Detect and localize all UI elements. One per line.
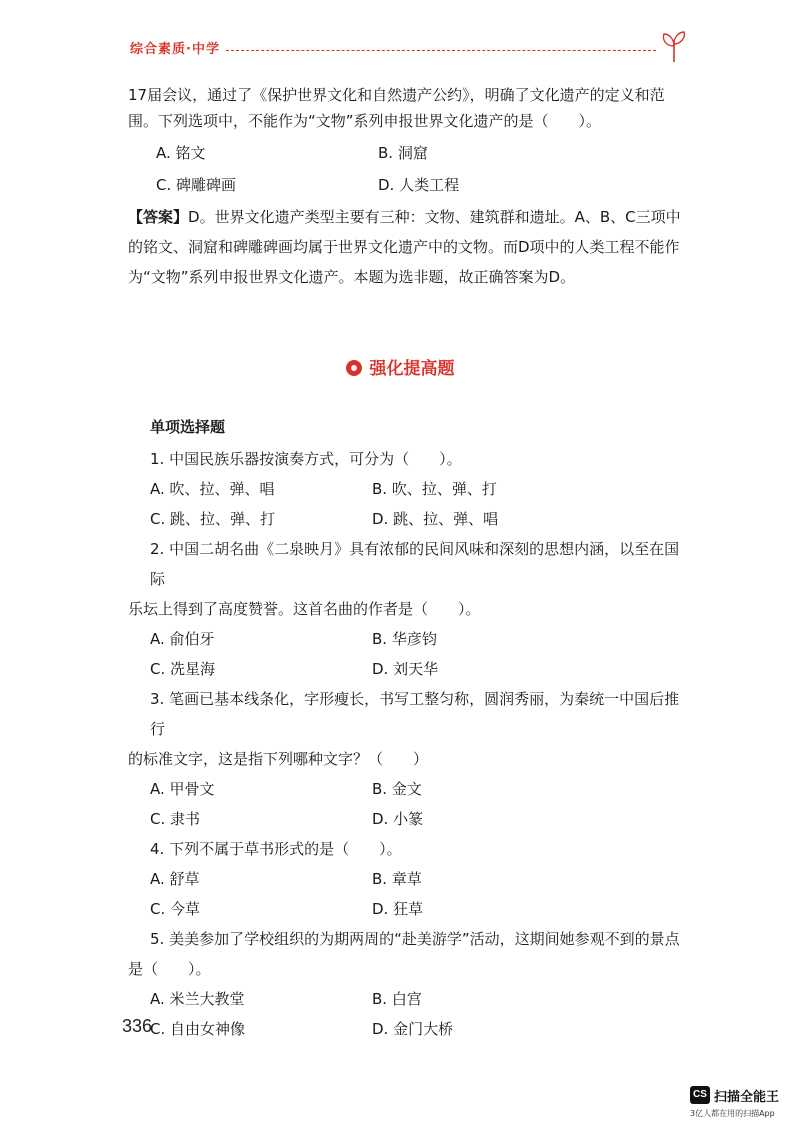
- header-divider: [226, 50, 656, 51]
- page-header: [130, 26, 690, 66]
- option-c: C. 隶书: [150, 810, 201, 828]
- option-b: B. 金文: [372, 780, 422, 798]
- option-d: D. 刘天华: [372, 660, 439, 678]
- prev-option-d: D. 人类工程: [378, 176, 460, 194]
- question-4: [150, 834, 690, 924]
- subsection-title: 单项选择题: [150, 418, 226, 436]
- option-d: D. 狂草: [372, 900, 424, 918]
- option-b: B. 白宫: [372, 990, 422, 1008]
- option-b: B. 章草: [372, 870, 422, 888]
- question-stem: 2. 中国二胡名曲《二泉映月》具有浓郁的民间风味和深刻的思想内涵，以至在国际: [150, 540, 680, 588]
- options-row: [150, 1014, 690, 1044]
- question-stem-cont: 是（ ）。: [128, 960, 211, 978]
- answer-text: D。世界文化遗产类型主要有三种：文物、建筑群和遗址。A、B、C三项中的铭文、洞窟和碑雕碑画均属于世界文化遗产中的文物。而D项中的人类工程不能作为“文物”系列申报世界文化遗产。本题为选非题，故正确答案为D。: [128, 208, 681, 286]
- options-row: [150, 864, 690, 894]
- prev-option-b: B. 洞窟: [378, 144, 428, 162]
- option-a: A. 甲骨文: [150, 780, 215, 798]
- options-row: [150, 474, 690, 504]
- question-stem: 1. 中国民族乐器按演奏方式，可分为（ ）。: [150, 450, 462, 468]
- option-c: C. 自由女神像: [150, 1020, 246, 1038]
- options-row: [150, 984, 690, 1014]
- option-d: D. 小篆: [372, 810, 424, 828]
- prev-option-c: C. 碑雕碑画: [156, 176, 237, 194]
- header-title: 综合素质·中学: [130, 42, 220, 57]
- options-row: [150, 654, 690, 684]
- option-a: A. 吹、拉、弹、唱: [150, 480, 275, 498]
- watermark-name: 扫描全能王: [714, 1090, 780, 1105]
- option-c: C. 今草: [150, 900, 201, 918]
- option-d: D. 跳、拉、弹、唱: [372, 510, 499, 528]
- option-a: A. 米兰大教堂: [150, 990, 245, 1008]
- question-stem: 4. 下列不属于草书形式的是（ ）。: [150, 840, 402, 858]
- option-c: C. 冼星海: [150, 660, 216, 678]
- option-d: D. 金门大桥: [372, 1020, 454, 1038]
- option-a: A. 俞伯牙: [150, 630, 215, 648]
- options-row: [150, 804, 690, 834]
- question-stem-cont: 的标准文字，这是指下列哪种文字？（ ）: [128, 750, 429, 768]
- question-stem: 5. 美美参加了学校组织的为期两周的“赴美游学”活动，这期间她参观不到的景点: [150, 930, 680, 948]
- prev-options-row-2: [128, 172, 688, 198]
- section-title: [0, 354, 800, 379]
- question-stem: 3. 笔画已基本线条化，字形瘦长，书写工整匀称，圆润秀丽，为秦统一中国后推行: [150, 690, 680, 738]
- watermark-subtitle: 3亿人都在用的扫描App: [690, 1109, 775, 1118]
- question-2: [128, 534, 690, 684]
- options-row: [150, 894, 690, 924]
- sprout-icon: [656, 28, 692, 64]
- section-title-text: 强化提高题: [369, 359, 455, 379]
- answer-explanation: [128, 202, 688, 292]
- camscanner-logo-icon: CS: [690, 1086, 710, 1104]
- scanner-watermark: [690, 1086, 790, 1126]
- question-3: [128, 684, 690, 834]
- option-c: C. 跳、拉、弹、打: [150, 510, 276, 528]
- question-stem-cont: 乐坛上得到了高度赞誉。这首名曲的作者是（ ）。: [128, 600, 481, 618]
- options-row: [150, 504, 690, 534]
- option-b: B. 吹、拉、弹、打: [372, 480, 497, 498]
- prev-option-a: A. 铭文: [156, 144, 206, 162]
- answer-tag: 【答案】: [128, 208, 189, 226]
- section-bullet-icon: [346, 360, 362, 376]
- option-a: A. 舒草: [150, 870, 200, 888]
- prev-question: [128, 82, 688, 292]
- prev-question-text: 17届会议，通过了《保护世界文化和自然遗产公约》，明确了文化遗产的定义和范围。下列选项中，不能作为“文物”系列申报世界文化遗产的是（ ）。: [128, 86, 665, 130]
- option-b: B. 华彦钧: [372, 630, 437, 648]
- options-row: [150, 624, 690, 654]
- page-number: 336: [122, 1016, 153, 1036]
- prev-options-row-1: [128, 140, 688, 166]
- options-row: [150, 774, 690, 804]
- question-1: [150, 444, 690, 534]
